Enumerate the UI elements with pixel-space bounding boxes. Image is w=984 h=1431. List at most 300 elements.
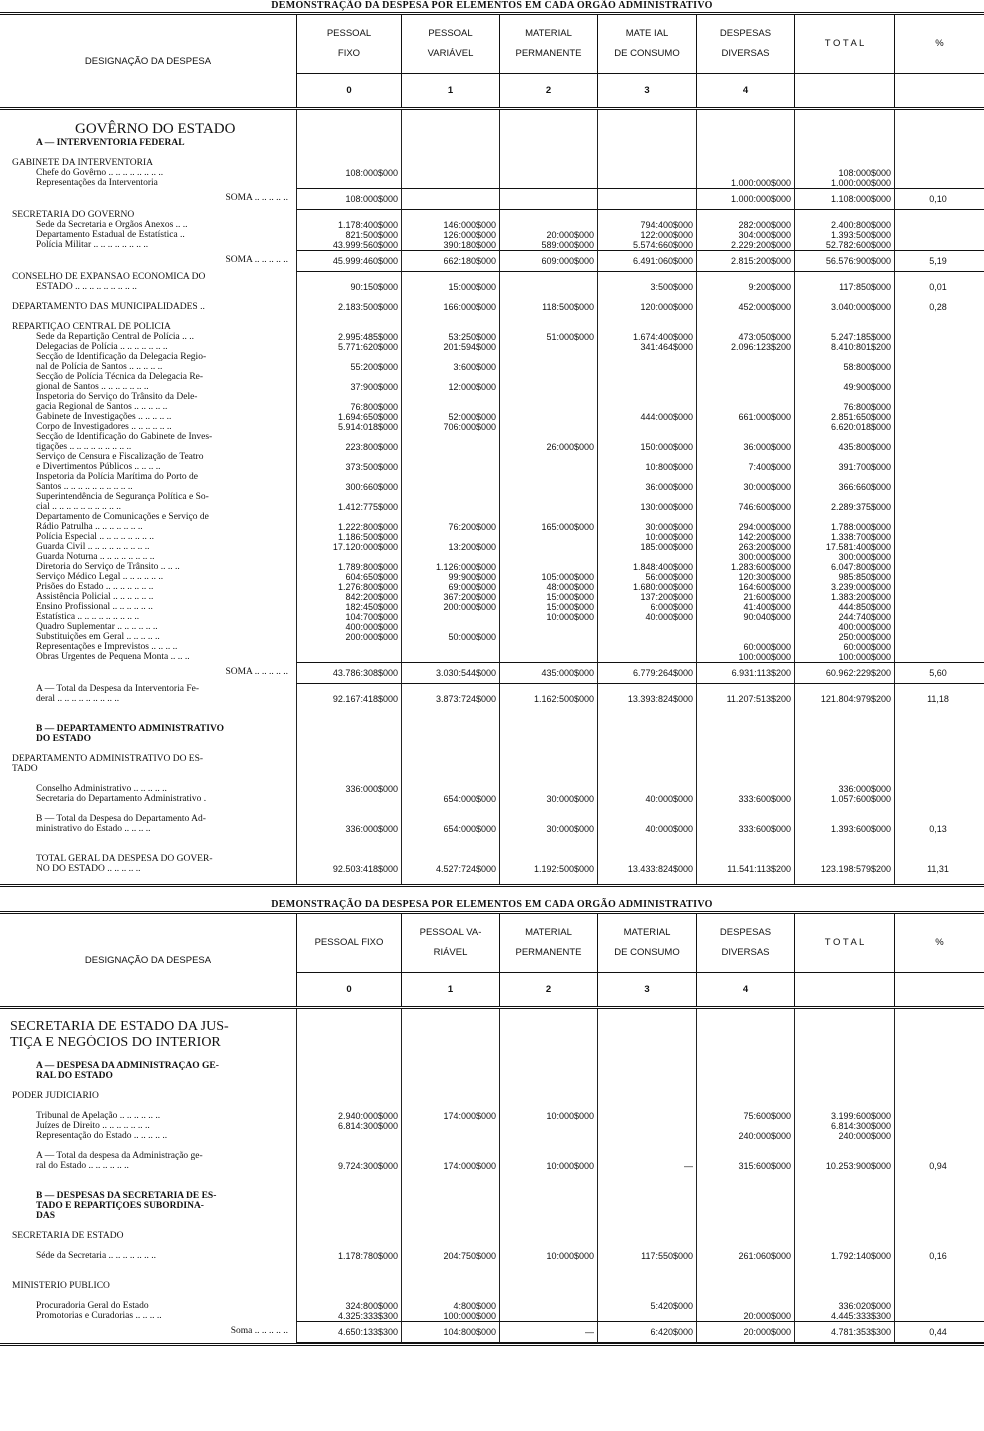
amount-cell: 706:000$000 <box>401 422 499 432</box>
amount-cell: 37:900$000 <box>296 382 401 392</box>
percent-cell <box>894 392 984 402</box>
amount-cell <box>401 1271 499 1281</box>
amount-cell <box>296 1019 401 1035</box>
amount-cell <box>597 1171 696 1181</box>
amount-cell <box>296 652 401 662</box>
table-row <box>0 492 984 502</box>
amount-cell <box>794 512 894 522</box>
row-label <box>0 844 296 854</box>
header-column-number: 3 <box>644 85 650 96</box>
amount-cell: 324:800$000 <box>296 1301 401 1311</box>
row-label <box>0 1181 296 1191</box>
amount-cell <box>597 1191 696 1201</box>
amount-cell <box>499 382 597 392</box>
amount-cell: 4.781:353$300 <box>794 1321 894 1343</box>
amount-cell: 56:000$000 <box>597 572 696 582</box>
amount-cell <box>499 1301 597 1311</box>
table-row <box>0 834 984 844</box>
amount-cell: 6.779:264$000 <box>597 662 696 684</box>
row-label: Secção de Identificação da Delegacia Regio- <box>36 352 207 362</box>
amount-cell <box>296 372 401 382</box>
amount-cell <box>597 148 696 158</box>
header-label: PESSOAL <box>428 28 473 39</box>
amount-cell <box>696 1009 794 1019</box>
percent-cell <box>894 764 984 774</box>
amount-cell: 204:750$000 <box>401 1251 499 1261</box>
amount-cell: 100:000$000 <box>696 652 794 662</box>
amount-cell <box>296 744 401 754</box>
percent-cell <box>894 582 984 592</box>
percent-cell: 5,19 <box>894 250 984 272</box>
amount-cell <box>401 322 499 332</box>
amount-cell <box>794 1211 894 1221</box>
row-label: TADO <box>12 764 38 774</box>
amount-cell <box>296 684 401 694</box>
amount-cell <box>794 312 894 322</box>
amount-cell <box>794 704 894 714</box>
amount-cell <box>499 1261 597 1271</box>
row-label: Secretaria do Departamento Administrativo . <box>36 794 207 804</box>
amount-cell: 117:550$000 <box>597 1251 696 1261</box>
percent-cell <box>894 502 984 512</box>
amount-cell <box>499 1071 597 1081</box>
amount-cell <box>597 1201 696 1211</box>
amount-cell: 12:000$000 <box>401 382 499 392</box>
table-row <box>0 178 984 188</box>
amount-cell: 746:600$000 <box>696 502 794 512</box>
amount-cell <box>696 744 794 754</box>
amount-cell: 174:000$000 <box>401 1111 499 1121</box>
amount-cell <box>696 754 794 764</box>
row-label: RAL DO ESTADO <box>36 1071 113 1081</box>
amount-cell <box>401 402 499 412</box>
amount-cell <box>499 844 597 854</box>
row-label: B — Total da Despesa do Departamento Ad- <box>36 814 206 824</box>
amount-cell <box>696 1141 794 1151</box>
header-column <box>696 15 794 107</box>
row-label: Representações e Imprevistos .. .. .. .. <box>36 642 178 652</box>
amount-cell <box>696 684 794 694</box>
amount-cell: 8.410:801$200 <box>794 342 894 352</box>
amount-cell: 1.162:500$000 <box>499 694 597 704</box>
amount-cell: 9:200$000 <box>696 282 794 292</box>
amount-cell <box>794 352 894 362</box>
amount-cell: 41:400$000 <box>696 602 794 612</box>
amount-cell: 5.771:620$000 <box>296 342 401 352</box>
row-label <box>0 110 296 120</box>
amount-cell <box>696 148 794 158</box>
amount-cell <box>597 402 696 412</box>
amount-cell <box>597 744 696 754</box>
percent-cell <box>894 1201 984 1211</box>
table-row <box>0 642 984 652</box>
amount-cell <box>794 432 894 442</box>
amount-cell: 1.338:700$000 <box>794 532 894 542</box>
amount-cell <box>499 684 597 694</box>
amount-cell: 4.650:133$300 <box>296 1321 401 1343</box>
amount-cell <box>794 1141 894 1151</box>
amount-cell <box>597 1221 696 1231</box>
amount-cell <box>597 392 696 402</box>
amount-cell: — <box>499 1321 597 1343</box>
double-rule <box>0 1343 984 1346</box>
amount-cell <box>296 642 401 652</box>
row-label: Departamento de Comunicações e Serviço de <box>36 512 209 522</box>
amount-cell <box>696 764 794 774</box>
header-label: PESSOAL VA- <box>419 927 482 938</box>
amount-cell: 15:000$000 <box>499 592 597 602</box>
amount-cell <box>597 1101 696 1111</box>
percent-cell <box>894 158 984 168</box>
amount-cell <box>401 1191 499 1201</box>
amount-cell <box>499 1271 597 1281</box>
amount-cell <box>401 874 499 884</box>
amount-cell <box>401 148 499 158</box>
amount-cell <box>794 1261 894 1271</box>
amount-cell: 11.541:113$200 <box>696 864 794 874</box>
amount-cell: 304:000$000 <box>696 230 794 240</box>
percent-cell <box>894 472 984 482</box>
percent-cell <box>894 412 984 422</box>
amount-cell <box>401 684 499 694</box>
amount-cell <box>597 322 696 332</box>
amount-cell <box>696 158 794 168</box>
amount-cell <box>296 148 401 158</box>
amount-cell: 400:000$000 <box>296 622 401 632</box>
amount-cell <box>296 804 401 814</box>
amount-cell: 300:000$000 <box>696 552 794 562</box>
amount-cell: 1.848:400$000 <box>597 562 696 572</box>
amount-cell <box>794 1091 894 1101</box>
amount-cell <box>696 432 794 442</box>
amount-cell <box>794 1035 894 1051</box>
amount-cell <box>696 1261 794 1271</box>
amount-cell <box>296 814 401 824</box>
amount-cell <box>597 178 696 188</box>
row-label: Sede da Secretaria e Orgãos Anexos .. .. <box>36 220 188 230</box>
header-label-2: DIVERSAS <box>721 947 770 958</box>
row-label: REPARTIÇÃO CENTRAL DE POLÍCIA <box>12 322 171 332</box>
amount-cell <box>499 1171 597 1181</box>
percent-cell <box>894 382 984 392</box>
amount-cell <box>499 432 597 442</box>
amount-cell <box>401 612 499 622</box>
amount-cell: 662:180$000 <box>401 250 499 272</box>
amount-cell: 1.276:800$000 <box>296 582 401 592</box>
percent-cell <box>894 1261 984 1271</box>
amount-cell <box>401 642 499 652</box>
percent-cell <box>894 1151 984 1161</box>
header-column <box>794 15 894 107</box>
amount-cell <box>597 292 696 302</box>
header-label-block <box>795 15 894 74</box>
amount-cell <box>499 1091 597 1101</box>
amount-cell <box>296 734 401 744</box>
percent-cell <box>894 512 984 522</box>
amount-cell <box>696 622 794 632</box>
amount-cell <box>597 1261 696 1271</box>
row-label: Séde da Secretaria .. .. .. .. .. .. .. <box>36 1251 157 1261</box>
amount-cell <box>401 552 499 562</box>
table-row <box>0 552 984 562</box>
amount-cell: 263:200$000 <box>696 542 794 552</box>
amount-cell: 142:200$000 <box>696 532 794 542</box>
amount-cell <box>696 312 794 322</box>
amount-cell <box>296 794 401 804</box>
row-label: Tribunal de Apelação .. .. .. .. .. .. <box>36 1111 161 1121</box>
percent-cell <box>894 784 984 794</box>
header-label-2: VARIÁVEL <box>427 48 474 59</box>
amount-cell: 821:500$000 <box>296 230 401 240</box>
table-row <box>0 1271 984 1281</box>
header-label: T O T A L <box>824 38 865 49</box>
amount-cell: 300:000$000 <box>794 552 894 562</box>
table-row <box>0 1311 984 1321</box>
percent-cell <box>894 724 984 734</box>
percent-cell <box>894 704 984 714</box>
amount-cell <box>401 1131 499 1141</box>
amount-cell: 45.999:460$000 <box>296 250 401 272</box>
header-label-block <box>697 15 794 74</box>
amount-cell <box>597 210 696 220</box>
amount-cell <box>597 1281 696 1291</box>
table-row <box>0 1191 984 1201</box>
amount-cell <box>597 814 696 824</box>
amount-cell <box>696 1081 794 1091</box>
row-label <box>0 1081 296 1091</box>
amount-cell: 58:800$000 <box>794 362 894 372</box>
amount-cell <box>794 272 894 282</box>
amount-cell <box>499 1035 597 1051</box>
percent-cell <box>894 1035 984 1051</box>
amount-cell: 165:000$000 <box>499 522 597 532</box>
row-label: DEPARTAMENTO ADMINISTRATIVO DO ES- <box>12 754 204 764</box>
amount-cell <box>499 462 597 472</box>
row-label: GABINETE DA INTERVENTORIA <box>12 158 154 168</box>
row-label: tigações .. .. .. .. .. .. .. .. .. <box>36 442 132 452</box>
percent-cell <box>894 178 984 188</box>
table-row <box>0 372 984 382</box>
percent-cell <box>894 542 984 552</box>
amount-cell <box>401 1151 499 1161</box>
table-row <box>0 442 984 452</box>
percent-cell <box>894 1131 984 1141</box>
percent-cell: 11,18 <box>894 694 984 704</box>
amount-cell: 1.000:000$000 <box>696 188 794 210</box>
amount-cell <box>499 652 597 662</box>
header-label: PESSOAL <box>326 28 372 39</box>
amount-cell <box>499 412 597 422</box>
amount-cell: 444:000$000 <box>597 412 696 422</box>
amount-cell <box>296 1231 401 1241</box>
amount-cell <box>401 158 499 168</box>
amount-cell <box>597 472 696 482</box>
percent-cell: 0,44 <box>894 1321 984 1343</box>
amount-cell <box>499 704 597 714</box>
amount-cell: — <box>597 1161 696 1171</box>
table-row <box>0 302 984 312</box>
amount-cell <box>794 158 894 168</box>
amount-cell: 99:900$000 <box>401 572 499 582</box>
table-row <box>0 392 984 402</box>
amount-cell <box>696 844 794 854</box>
table-row <box>0 874 984 884</box>
amount-cell: 120:000$000 <box>597 302 696 312</box>
amount-cell: 1.674:400$000 <box>597 332 696 342</box>
amount-cell <box>401 804 499 814</box>
amount-cell: 104:800$000 <box>401 1321 499 1343</box>
amount-cell <box>794 814 894 824</box>
header-label-block <box>895 15 984 74</box>
percent-cell <box>894 272 984 282</box>
row-label <box>0 704 296 714</box>
amount-cell <box>597 1231 696 1241</box>
row-label: gional de Santos .. .. .. .. .. .. .. <box>36 382 149 392</box>
header-column <box>499 914 597 1006</box>
amount-cell: 60.962:229$200 <box>794 662 894 684</box>
table-row <box>0 824 984 834</box>
percent-cell <box>894 874 984 884</box>
table-row <box>0 312 984 322</box>
amount-cell <box>401 1261 499 1271</box>
amount-cell: 6.814:300$000 <box>794 1121 894 1131</box>
amount-cell <box>794 1101 894 1111</box>
amount-cell <box>499 874 597 884</box>
amount-cell: 1.222:800$000 <box>296 522 401 532</box>
amount-cell: 5.914:018$000 <box>296 422 401 432</box>
amount-cell: 6.814:300$000 <box>296 1121 401 1131</box>
amount-cell: 5.574:660$000 <box>597 240 696 250</box>
amount-cell <box>794 764 894 774</box>
percent-cell <box>894 312 984 322</box>
header-column-number: 0 <box>346 85 352 96</box>
table-row <box>0 764 984 774</box>
amount-cell <box>296 1101 401 1111</box>
amount-cell: 5:420$000 <box>597 1301 696 1311</box>
amount-cell <box>401 1231 499 1241</box>
row-label: Secção de Polícia Técnica da Delegacia Re- <box>36 372 204 382</box>
amount-cell: 1.000:000$000 <box>696 178 794 188</box>
row-label <box>0 1141 296 1151</box>
amount-cell <box>794 874 894 884</box>
amount-cell <box>597 1081 696 1091</box>
percent-cell <box>894 1091 984 1101</box>
percent-cell <box>894 292 984 302</box>
amount-cell: 20:000$000 <box>696 1321 794 1343</box>
table-row <box>0 512 984 522</box>
amount-cell <box>499 342 597 352</box>
amount-cell <box>597 188 696 210</box>
amount-cell <box>597 1241 696 1251</box>
amount-cell <box>401 472 499 482</box>
amount-cell: 43.999:560$000 <box>296 240 401 250</box>
amount-cell: 589:000$000 <box>499 240 597 250</box>
table-row <box>0 148 984 158</box>
amount-cell <box>296 1081 401 1091</box>
table-row <box>0 542 984 552</box>
percent-cell <box>894 482 984 492</box>
amount-cell <box>597 372 696 382</box>
amount-cell <box>597 1019 696 1035</box>
amount-cell <box>499 492 597 502</box>
table-row <box>0 794 984 804</box>
amount-cell: 336:000$000 <box>794 784 894 794</box>
amount-cell: 390:180$000 <box>401 240 499 250</box>
percent-cell <box>894 230 984 240</box>
amount-cell: 333:600$000 <box>696 824 794 834</box>
amount-cell: 6.047:800$000 <box>794 562 894 572</box>
amount-cell: 1.393:600$000 <box>794 824 894 834</box>
header-label-block <box>795 914 894 973</box>
amount-cell: 43.786:308$000 <box>296 662 401 684</box>
percent-cell <box>894 622 984 632</box>
table-row <box>0 1291 984 1301</box>
amount-cell <box>296 1261 401 1271</box>
amount-cell: 30:000$000 <box>499 794 597 804</box>
table-row <box>0 382 984 392</box>
table-row <box>0 210 984 220</box>
amount-cell <box>401 1101 499 1111</box>
amount-cell <box>597 492 696 502</box>
amount-cell <box>499 210 597 220</box>
amount-cell <box>696 1201 794 1211</box>
amount-cell: 1.680:000$000 <box>597 582 696 592</box>
percent-cell <box>894 462 984 472</box>
amount-cell <box>499 402 597 412</box>
amount-cell <box>597 632 696 642</box>
amount-cell <box>499 1211 597 1221</box>
amount-cell <box>499 754 597 764</box>
amount-cell <box>401 372 499 382</box>
row-label: SECRETARIA DE ESTADO DA JUS- <box>10 1019 229 1034</box>
amount-cell <box>794 834 894 844</box>
amount-cell <box>794 148 894 158</box>
amount-cell <box>597 724 696 734</box>
amount-cell: 60:000$000 <box>794 642 894 652</box>
amount-cell <box>696 1171 794 1181</box>
amount-cell <box>296 774 401 784</box>
amount-cell <box>296 492 401 502</box>
amount-cell: 90:040$000 <box>696 612 794 622</box>
amount-cell <box>499 1231 597 1241</box>
amount-cell <box>696 452 794 462</box>
amount-cell: 4.527:724$000 <box>401 864 499 874</box>
percent-cell <box>894 1311 984 1321</box>
amount-cell: 336:020$000 <box>794 1301 894 1311</box>
amount-cell <box>499 1311 597 1321</box>
row-label: Juízes de Direito .. .. .. .. .. .. .. <box>36 1121 150 1131</box>
amount-cell <box>597 272 696 282</box>
amount-cell: 1.178:400$000 <box>296 220 401 230</box>
row-label <box>0 1051 296 1061</box>
row-label <box>0 1291 296 1301</box>
amount-cell <box>696 292 794 302</box>
amount-cell: 452:000$000 <box>696 302 794 312</box>
subtotal-row <box>0 250 984 272</box>
row-label: Inspetoria da Polícia Marítima do Porto de <box>36 472 198 482</box>
table-row <box>0 1301 984 1311</box>
row-label: Procuradoria Geral do Estado <box>36 1301 149 1311</box>
amount-cell <box>401 392 499 402</box>
table-row <box>0 110 984 120</box>
amount-cell: 36:000$000 <box>597 482 696 492</box>
row-label: Guarda Civil .. .. .. .. .. .. .. .. .. <box>36 542 150 552</box>
amount-cell <box>499 322 597 332</box>
amount-cell <box>499 632 597 642</box>
row-label: SECRETARIA DE ESTADO <box>12 1231 124 1241</box>
amount-cell: 794:400$000 <box>597 220 696 230</box>
amount-cell <box>499 1101 597 1111</box>
